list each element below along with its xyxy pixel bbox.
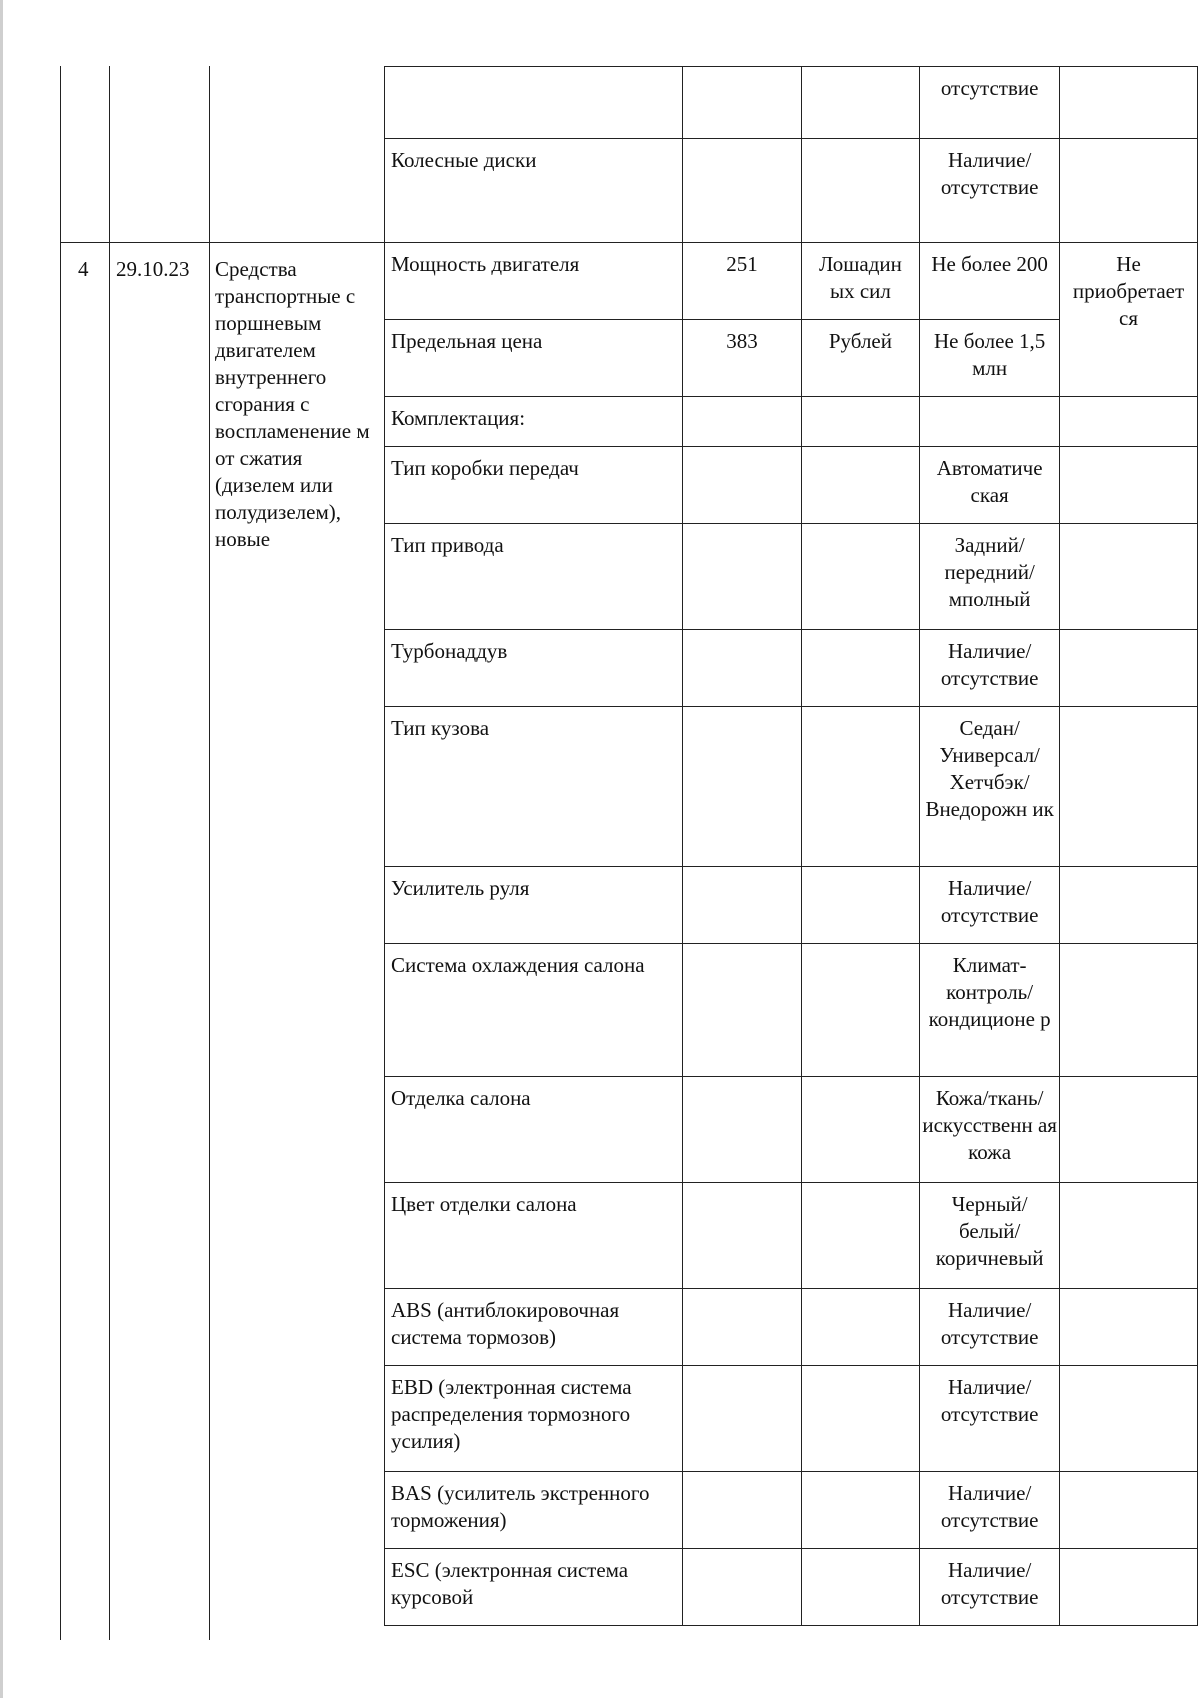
table-row [385,447,1198,524]
table-row [385,67,1198,139]
param-requirement: Наличие/ отсутствие [920,1549,1060,1626]
left-border-2 [109,66,110,1640]
table-row [385,243,1198,320]
param-unit: Лошадин ых сил [801,243,919,320]
param-requirement: Седан/ Универсал/ Хетчбэк/ Внедорожн ик [920,707,1060,867]
param-requirement: Наличие/ отсутствие [920,1366,1060,1472]
param-requirement: Кожа/ткань/ искусственн ая кожа [920,1077,1060,1183]
param-name: EBD (электронная система распределения тормозного усилия) [385,1366,683,1472]
param-note [1060,447,1198,524]
param-unit [801,944,919,1077]
param-unit [801,397,919,447]
table-row [385,524,1198,630]
param-note [1060,67,1198,139]
param-unit [801,1472,919,1549]
param-name: Цвет отделки салона [385,1183,683,1289]
table-row [385,1183,1198,1289]
param-name: ABS (антиблокировочная система тормозов) [385,1289,683,1366]
param-name: Усилитель руля [385,867,683,944]
param-requirement: Не более 1,5 млн [920,320,1060,397]
param-value [683,1549,801,1626]
param-note [1060,1289,1198,1366]
table-row [385,630,1198,707]
param-value [683,944,801,1077]
param-note [1060,139,1198,243]
param-note [1060,1077,1198,1183]
table-row [385,1549,1198,1626]
param-value [683,1366,801,1472]
param-value [683,524,801,630]
param-note: Не приобретает ся [1060,243,1198,397]
param-requirement: Наличие/ отсутствие [920,867,1060,944]
param-value [683,447,801,524]
param-requirement: Автоматиче ская [920,447,1060,524]
param-unit [801,447,919,524]
param-requirement: Климат- контроль/ кондиционе р [920,944,1060,1077]
param-value [683,1289,801,1366]
row-category: Средства транспортные с поршневым двигателем внутреннего сгорания с воспламенение м от сжатия (дизелем или полудизелем), новые [215,257,370,551]
param-name: Отделка салона [385,1077,683,1183]
param-unit [801,1366,919,1472]
param-value: 383 [683,320,801,397]
param-name: Комплектация: [385,397,683,447]
param-unit [801,1549,919,1626]
param-value [683,139,801,243]
scan-edge [0,0,3,1698]
spec-table [384,66,1198,1626]
param-name: BAS (усилитель экстренного торможения) [385,1472,683,1549]
param-name [385,67,683,139]
param-unit [801,139,919,243]
param-requirement: Наличие/ отсутствие [920,630,1060,707]
param-value [683,1472,801,1549]
param-name: Тип привода [385,524,683,630]
param-note [1060,397,1198,447]
param-name: Предельная цена [385,320,683,397]
param-unit [801,1077,919,1183]
param-requirement: Черный/ белый/ коричневый [920,1183,1060,1289]
param-note [1060,524,1198,630]
table-row [385,867,1198,944]
param-note [1060,867,1198,944]
param-unit [801,524,919,630]
param-value: 251 [683,243,801,320]
param-value [683,1183,801,1289]
param-requirement: Задний/ передний/ мполный [920,524,1060,630]
param-value [683,707,801,867]
table-row [385,1472,1198,1549]
param-unit: Рублей [801,320,919,397]
row4-top-border-left [60,242,384,243]
table-row [385,1289,1198,1366]
table-row [385,1077,1198,1183]
param-requirement: Наличие/ отсутствие [920,1472,1060,1549]
param-requirement: Наличие/ отсутствие [920,139,1060,243]
param-note [1060,1472,1198,1549]
param-requirement [920,397,1060,447]
param-requirement: отсутствие [920,67,1060,139]
param-name: Мощность двигателя [385,243,683,320]
param-requirement: Не более 200 [920,243,1060,320]
param-requirement: Наличие/ отсутствие [920,1289,1060,1366]
param-unit [801,707,919,867]
param-value [683,67,801,139]
table-row [385,707,1198,867]
param-value [683,1077,801,1183]
param-unit [801,867,919,944]
param-value [683,867,801,944]
param-name: Система охлаждения салона [385,944,683,1077]
table-row [385,944,1198,1077]
param-name: Турбонаддув [385,630,683,707]
left-border-3 [209,66,210,1640]
param-name: Колесные диски [385,139,683,243]
param-note [1060,1366,1198,1472]
row-number: 4 [78,257,89,281]
left-border-1 [60,66,61,1640]
param-unit [801,630,919,707]
row-date: 29.10.23 [116,257,190,281]
param-note [1060,630,1198,707]
param-note [1060,707,1198,867]
table-row [385,397,1198,447]
table-row [385,139,1198,243]
param-unit [801,1183,919,1289]
param-unit [801,67,919,139]
param-note [1060,1183,1198,1289]
param-value [683,397,801,447]
param-name: ESC (электронная система курсовой [385,1549,683,1626]
param-name: Тип кузова [385,707,683,867]
param-note [1060,1549,1198,1626]
param-unit [801,1289,919,1366]
param-value [683,630,801,707]
param-name: Тип коробки передач [385,447,683,524]
param-note [1060,944,1198,1077]
table-row [385,1366,1198,1472]
